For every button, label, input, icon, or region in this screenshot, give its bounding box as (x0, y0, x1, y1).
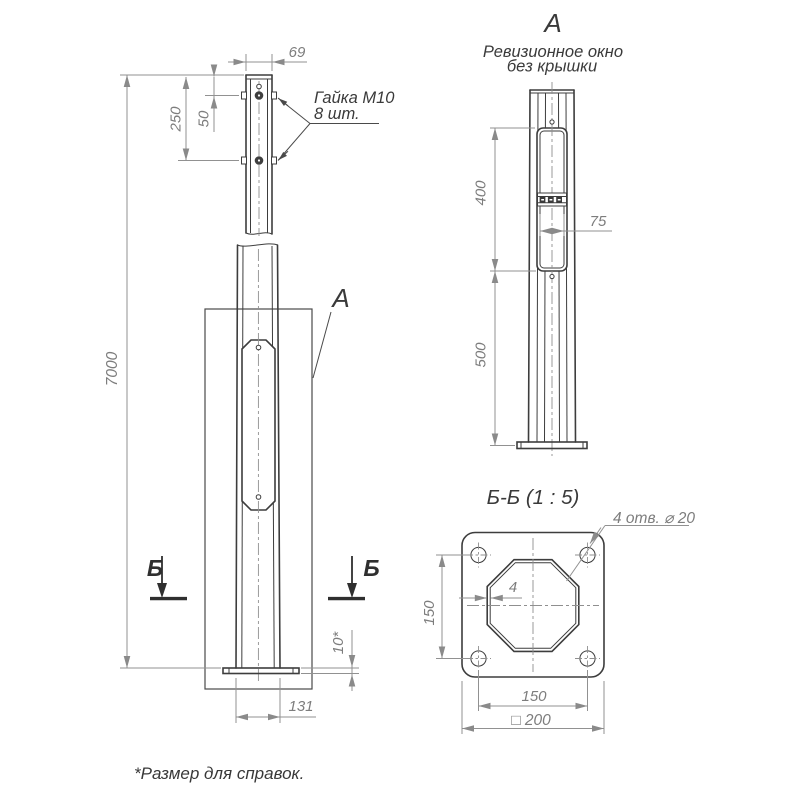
holes-note (567, 510, 696, 581)
section-letter-right: Б (363, 555, 380, 581)
view-a-subtitle-2: без крышки (506, 57, 598, 76)
section-letter-left: Б (146, 555, 164, 581)
view-a-title: А (544, 8, 562, 38)
main-view-dimensions (104, 44, 359, 723)
dim-window-width: 75 (589, 213, 607, 230)
section-bb (421, 486, 695, 734)
dim-base-width: 131 (288, 698, 314, 715)
dim-hole-spacing-vertical: 150 (421, 600, 438, 626)
view-a-subtitle-1: Ревизионное окно (482, 43, 624, 61)
section-bb-title: Б-Б (1 : 5) (486, 486, 580, 509)
dim-total-height: 7000 (104, 351, 121, 387)
nut-note-line1: Гайка М10 (314, 89, 395, 107)
section-bb-dimensions (421, 555, 604, 734)
break-line-bottom (238, 244, 278, 246)
window-screw-hole-top (256, 345, 261, 350)
nut-note-line2: 8 шт. (314, 105, 360, 123)
view-a-callout-label: А (332, 283, 350, 313)
hole-above-window (550, 120, 554, 124)
dim-hole-spacing-horizontal: 150 (521, 688, 547, 705)
dim-top-to-lower-bolt: 250 (167, 106, 185, 132)
dim-top-width: 69 (288, 44, 306, 61)
top-hole (257, 84, 262, 89)
holes-note-text: 4 отв. ⌀ 20 (613, 510, 696, 527)
footnote: *Размер для справок. (134, 764, 305, 783)
dim-plate-width: □ 200 (511, 712, 551, 729)
dim-plate-thickness: 10* (330, 631, 347, 655)
window-screw-hole-bottom (256, 495, 261, 500)
terminal-strip (538, 193, 567, 206)
view-a (473, 8, 624, 456)
dim-window-to-base: 500 (472, 342, 490, 368)
section-cut-markers (147, 555, 380, 599)
hole-below-window (550, 274, 554, 278)
view-a-callout (313, 283, 350, 378)
dim-top-to-upper-bolt: 50 (195, 110, 213, 128)
dim-window-height: 400 (472, 180, 490, 206)
dim-wall-thickness: 4 (508, 579, 518, 596)
nut-note (278, 89, 395, 161)
base-flange (223, 668, 299, 674)
main-view-pole (205, 75, 312, 689)
